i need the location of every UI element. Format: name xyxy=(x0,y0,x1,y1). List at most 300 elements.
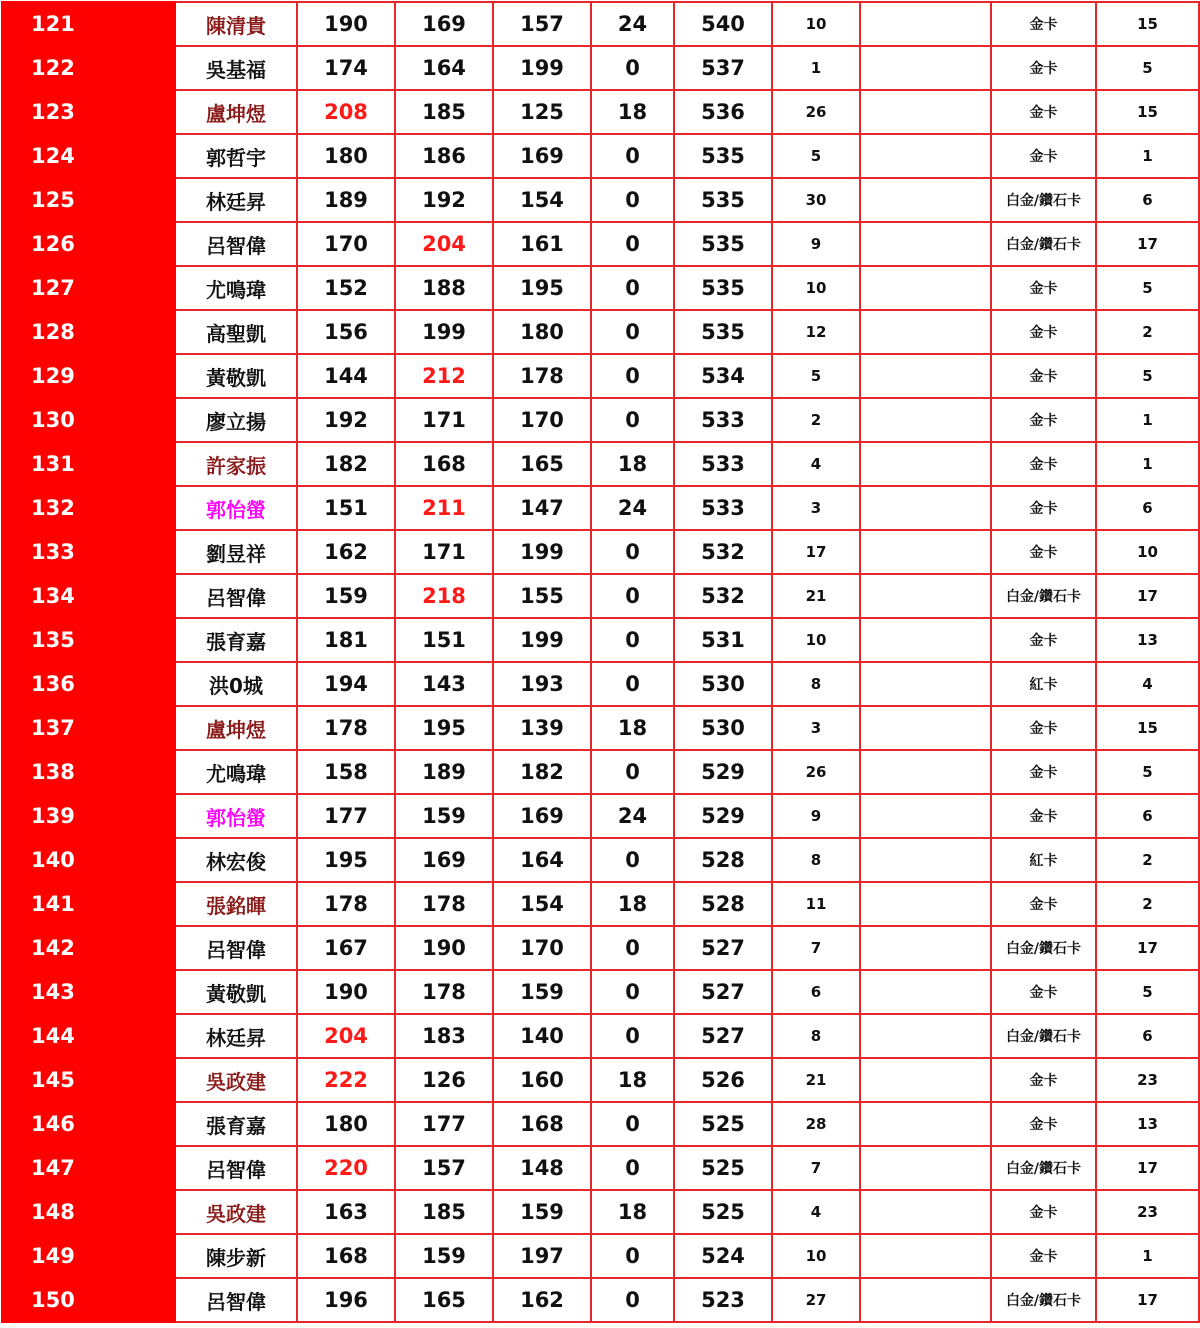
note-cell xyxy=(860,662,991,706)
rank-cell: 146 xyxy=(2,1102,175,1146)
total-score: 533 xyxy=(674,398,772,442)
handicap: 0 xyxy=(591,750,674,794)
handicap: 0 xyxy=(591,574,674,618)
player-name: 張育嘉 xyxy=(175,1102,297,1146)
total-score: 535 xyxy=(674,134,772,178)
handicap: 0 xyxy=(591,178,674,222)
game-3-score: 159 xyxy=(493,1190,591,1234)
note-cell xyxy=(860,750,991,794)
table-row xyxy=(2,442,1199,486)
total-score: 530 xyxy=(674,662,772,706)
handicap: 0 xyxy=(591,398,674,442)
table-row xyxy=(2,1190,1199,1234)
count-cell: 10 xyxy=(772,1234,860,1278)
game-3-score: 139 xyxy=(493,706,591,750)
note-cell xyxy=(860,90,991,134)
note-cell xyxy=(860,1014,991,1058)
player-name: 洪0城 xyxy=(175,662,297,706)
card-count: 10 xyxy=(1096,530,1199,574)
player-name: 尤鳴瑋 xyxy=(175,266,297,310)
player-name: 吳政建 xyxy=(175,1058,297,1102)
game-2-score: 151 xyxy=(395,618,493,662)
table-row xyxy=(2,882,1199,926)
table-row xyxy=(2,618,1199,662)
total-score: 527 xyxy=(674,970,772,1014)
game-1-score: 151 xyxy=(297,486,395,530)
card-count: 17 xyxy=(1096,926,1199,970)
game-1-score: 190 xyxy=(297,970,395,1014)
game-3-score: 148 xyxy=(493,1146,591,1190)
handicap: 0 xyxy=(591,530,674,574)
game-2-score: 171 xyxy=(395,398,493,442)
note-cell xyxy=(860,926,991,970)
card-count: 5 xyxy=(1096,750,1199,794)
rank-cell: 126 xyxy=(2,222,175,266)
handicap: 0 xyxy=(591,662,674,706)
card-type: 白金/鑽石卡 xyxy=(991,926,1096,970)
rank-cell: 142 xyxy=(2,926,175,970)
total-score: 528 xyxy=(674,838,772,882)
card-count: 2 xyxy=(1096,882,1199,926)
note-cell xyxy=(860,354,991,398)
game-2-score: 171 xyxy=(395,530,493,574)
note-cell xyxy=(860,1190,991,1234)
handicap: 0 xyxy=(591,266,674,310)
note-cell xyxy=(860,398,991,442)
game-1-score: 152 xyxy=(297,266,395,310)
rank-cell: 144 xyxy=(2,1014,175,1058)
handicap: 18 xyxy=(591,90,674,134)
player-name: 張銘暉 xyxy=(175,882,297,926)
game-2-score: 178 xyxy=(395,970,493,1014)
total-score: 528 xyxy=(674,882,772,926)
game-1-score: 178 xyxy=(297,882,395,926)
table-row xyxy=(2,1234,1199,1278)
game-2-score: 189 xyxy=(395,750,493,794)
card-type: 金卡 xyxy=(991,266,1096,310)
table-row xyxy=(2,530,1199,574)
table-row xyxy=(2,706,1199,750)
count-cell: 3 xyxy=(772,706,860,750)
total-score: 525 xyxy=(674,1146,772,1190)
game-3-score: 159 xyxy=(493,970,591,1014)
game-3-score: 147 xyxy=(493,486,591,530)
count-cell: 3 xyxy=(772,486,860,530)
count-cell: 8 xyxy=(772,1014,860,1058)
card-count: 1 xyxy=(1096,398,1199,442)
count-cell: 11 xyxy=(772,882,860,926)
note-cell xyxy=(860,1102,991,1146)
player-name: 高聖凱 xyxy=(175,310,297,354)
total-score: 523 xyxy=(674,1278,772,1322)
rank-cell: 121 xyxy=(2,2,175,46)
player-name: 許家振 xyxy=(175,442,297,486)
rank-cell: 127 xyxy=(2,266,175,310)
card-type: 金卡 xyxy=(991,530,1096,574)
card-type: 紅卡 xyxy=(991,662,1096,706)
game-2-score: 195 xyxy=(395,706,493,750)
card-type: 金卡 xyxy=(991,90,1096,134)
game-3-score: 125 xyxy=(493,90,591,134)
player-name: 呂智偉 xyxy=(175,1146,297,1190)
table-row xyxy=(2,1278,1199,1322)
handicap: 18 xyxy=(591,706,674,750)
note-cell xyxy=(860,618,991,662)
card-count: 17 xyxy=(1096,1278,1199,1322)
count-cell: 21 xyxy=(772,1058,860,1102)
rank-cell: 133 xyxy=(2,530,175,574)
handicap: 0 xyxy=(591,46,674,90)
game-3-score: 197 xyxy=(493,1234,591,1278)
game-1-score: 180 xyxy=(297,134,395,178)
total-score: 540 xyxy=(674,2,772,46)
game-1-score: 194 xyxy=(297,662,395,706)
note-cell xyxy=(860,838,991,882)
game-1-score: 192 xyxy=(297,398,395,442)
game-3-score: 169 xyxy=(493,134,591,178)
player-name: 林廷昇 xyxy=(175,1014,297,1058)
game-3-score: 155 xyxy=(493,574,591,618)
card-type: 白金/鑽石卡 xyxy=(991,222,1096,266)
handicap: 0 xyxy=(591,134,674,178)
count-cell: 27 xyxy=(772,1278,860,1322)
handicap: 24 xyxy=(591,794,674,838)
card-count: 23 xyxy=(1096,1190,1199,1234)
table-row xyxy=(2,1058,1199,1102)
rank-cell: 128 xyxy=(2,310,175,354)
player-name: 郭怡螢 xyxy=(175,794,297,838)
card-type: 白金/鑽石卡 xyxy=(991,574,1096,618)
card-count: 2 xyxy=(1096,838,1199,882)
player-name: 劉昱祥 xyxy=(175,530,297,574)
game-2-score: 211 xyxy=(395,486,493,530)
note-cell xyxy=(860,1234,991,1278)
rank-cell: 136 xyxy=(2,662,175,706)
count-cell: 5 xyxy=(772,134,860,178)
rank-cell: 140 xyxy=(2,838,175,882)
game-3-score: 180 xyxy=(493,310,591,354)
game-2-score: 218 xyxy=(395,574,493,618)
handicap: 0 xyxy=(591,926,674,970)
game-1-score: 178 xyxy=(297,706,395,750)
total-score: 534 xyxy=(674,354,772,398)
note-cell xyxy=(860,970,991,1014)
total-score: 525 xyxy=(674,1102,772,1146)
card-count: 15 xyxy=(1096,706,1199,750)
game-1-score: 204 xyxy=(297,1014,395,1058)
player-name: 吳政建 xyxy=(175,1190,297,1234)
card-type: 金卡 xyxy=(991,750,1096,794)
handicap: 24 xyxy=(591,486,674,530)
handicap: 18 xyxy=(591,1058,674,1102)
count-cell: 30 xyxy=(772,178,860,222)
game-2-score: 185 xyxy=(395,1190,493,1234)
game-3-score: 165 xyxy=(493,442,591,486)
rank-cell: 129 xyxy=(2,354,175,398)
ranking-table xyxy=(1,1,1200,1323)
game-3-score: 168 xyxy=(493,1102,591,1146)
game-1-score: 158 xyxy=(297,750,395,794)
card-type: 金卡 xyxy=(991,354,1096,398)
game-1-score: 195 xyxy=(297,838,395,882)
card-count: 6 xyxy=(1096,486,1199,530)
card-type: 白金/鑽石卡 xyxy=(991,178,1096,222)
game-2-score: 159 xyxy=(395,794,493,838)
note-cell xyxy=(860,794,991,838)
count-cell: 10 xyxy=(772,2,860,46)
count-cell: 8 xyxy=(772,662,860,706)
game-3-score: 154 xyxy=(493,178,591,222)
handicap: 0 xyxy=(591,1234,674,1278)
handicap: 18 xyxy=(591,1190,674,1234)
card-type: 金卡 xyxy=(991,1102,1096,1146)
card-count: 13 xyxy=(1096,618,1199,662)
note-cell xyxy=(860,1146,991,1190)
table-row xyxy=(2,486,1199,530)
rank-cell: 145 xyxy=(2,1058,175,1102)
count-cell: 4 xyxy=(772,1190,860,1234)
card-type: 金卡 xyxy=(991,1190,1096,1234)
card-type: 金卡 xyxy=(991,398,1096,442)
player-name: 廖立揚 xyxy=(175,398,297,442)
card-count: 13 xyxy=(1096,1102,1199,1146)
player-name: 林宏俊 xyxy=(175,838,297,882)
game-1-score: 159 xyxy=(297,574,395,618)
game-1-score: 162 xyxy=(297,530,395,574)
player-name: 呂智偉 xyxy=(175,222,297,266)
card-count: 6 xyxy=(1096,1014,1199,1058)
total-score: 527 xyxy=(674,926,772,970)
player-name: 陳步新 xyxy=(175,1234,297,1278)
card-type: 白金/鑽石卡 xyxy=(991,1146,1096,1190)
handicap: 0 xyxy=(591,1014,674,1058)
game-2-score: 143 xyxy=(395,662,493,706)
table-row xyxy=(2,2,1199,46)
rank-cell: 139 xyxy=(2,794,175,838)
total-score: 536 xyxy=(674,90,772,134)
table-row xyxy=(2,1102,1199,1146)
card-type: 金卡 xyxy=(991,486,1096,530)
game-2-score: 186 xyxy=(395,134,493,178)
total-score: 535 xyxy=(674,178,772,222)
handicap: 24 xyxy=(591,2,674,46)
rank-cell: 150 xyxy=(2,1278,175,1322)
table-row xyxy=(2,838,1199,882)
note-cell xyxy=(860,310,991,354)
card-count: 5 xyxy=(1096,46,1199,90)
player-name: 陳清貴 xyxy=(175,2,297,46)
table-row xyxy=(2,398,1199,442)
game-1-score: 174 xyxy=(297,46,395,90)
card-count: 17 xyxy=(1096,222,1199,266)
card-type: 金卡 xyxy=(991,794,1096,838)
card-count: 15 xyxy=(1096,90,1199,134)
table-row xyxy=(2,1014,1199,1058)
game-3-score: 199 xyxy=(493,618,591,662)
game-1-score: 220 xyxy=(297,1146,395,1190)
total-score: 530 xyxy=(674,706,772,750)
card-type: 金卡 xyxy=(991,706,1096,750)
note-cell xyxy=(860,442,991,486)
rank-cell: 141 xyxy=(2,882,175,926)
player-name: 黃敬凱 xyxy=(175,354,297,398)
game-2-score: 177 xyxy=(395,1102,493,1146)
game-2-score: 199 xyxy=(395,310,493,354)
game-1-score: 168 xyxy=(297,1234,395,1278)
total-score: 526 xyxy=(674,1058,772,1102)
table-row xyxy=(2,750,1199,794)
count-cell: 21 xyxy=(772,574,860,618)
game-2-score: 168 xyxy=(395,442,493,486)
game-3-score: 164 xyxy=(493,838,591,882)
table-row xyxy=(2,794,1199,838)
game-2-score: 159 xyxy=(395,1234,493,1278)
game-1-score: 170 xyxy=(297,222,395,266)
game-3-score: 162 xyxy=(493,1278,591,1322)
handicap: 0 xyxy=(591,310,674,354)
card-type: 金卡 xyxy=(991,2,1096,46)
rank-cell: 131 xyxy=(2,442,175,486)
player-name: 呂智偉 xyxy=(175,1278,297,1322)
rank-cell: 132 xyxy=(2,486,175,530)
count-cell: 10 xyxy=(772,266,860,310)
game-3-score: 182 xyxy=(493,750,591,794)
note-cell xyxy=(860,530,991,574)
game-2-score: 164 xyxy=(395,46,493,90)
count-cell: 1 xyxy=(772,46,860,90)
rank-cell: 130 xyxy=(2,398,175,442)
card-type: 紅卡 xyxy=(991,838,1096,882)
total-score: 535 xyxy=(674,222,772,266)
player-name: 盧坤煜 xyxy=(175,90,297,134)
rank-cell: 125 xyxy=(2,178,175,222)
game-1-score: 181 xyxy=(297,618,395,662)
rank-cell: 134 xyxy=(2,574,175,618)
game-3-score: 140 xyxy=(493,1014,591,1058)
note-cell xyxy=(860,178,991,222)
card-count: 2 xyxy=(1096,310,1199,354)
game-3-score: 170 xyxy=(493,926,591,970)
player-name: 呂智偉 xyxy=(175,926,297,970)
player-name: 林廷昇 xyxy=(175,178,297,222)
card-count: 15 xyxy=(1096,2,1199,46)
card-count: 1 xyxy=(1096,1234,1199,1278)
handicap: 18 xyxy=(591,442,674,486)
note-cell xyxy=(860,486,991,530)
total-score: 533 xyxy=(674,442,772,486)
count-cell: 8 xyxy=(772,838,860,882)
game-2-score: 169 xyxy=(395,2,493,46)
rank-cell: 147 xyxy=(2,1146,175,1190)
game-1-score: 208 xyxy=(297,90,395,134)
count-cell: 12 xyxy=(772,310,860,354)
total-score: 531 xyxy=(674,618,772,662)
note-cell xyxy=(860,266,991,310)
count-cell: 9 xyxy=(772,794,860,838)
game-1-score: 156 xyxy=(297,310,395,354)
total-score: 535 xyxy=(674,310,772,354)
game-1-score: 190 xyxy=(297,2,395,46)
card-count: 5 xyxy=(1096,266,1199,310)
handicap: 18 xyxy=(591,882,674,926)
game-3-score: 178 xyxy=(493,354,591,398)
note-cell xyxy=(860,1278,991,1322)
player-name: 盧坤煜 xyxy=(175,706,297,750)
table-row xyxy=(2,46,1199,90)
ranking-table-body xyxy=(2,2,1199,1322)
game-2-score: 212 xyxy=(395,354,493,398)
game-3-score: 199 xyxy=(493,530,591,574)
count-cell: 17 xyxy=(772,530,860,574)
count-cell: 7 xyxy=(772,926,860,970)
game-2-score: 178 xyxy=(395,882,493,926)
table-row xyxy=(2,90,1199,134)
card-type: 金卡 xyxy=(991,970,1096,1014)
card-type: 金卡 xyxy=(991,310,1096,354)
game-3-score: 170 xyxy=(493,398,591,442)
game-2-score: 192 xyxy=(395,178,493,222)
note-cell xyxy=(860,574,991,618)
count-cell: 5 xyxy=(772,354,860,398)
card-count: 4 xyxy=(1096,662,1199,706)
card-type: 金卡 xyxy=(991,618,1096,662)
count-cell: 28 xyxy=(772,1102,860,1146)
game-2-score: 190 xyxy=(395,926,493,970)
player-name: 郭怡螢 xyxy=(175,486,297,530)
total-score: 537 xyxy=(674,46,772,90)
total-score: 532 xyxy=(674,530,772,574)
game-2-score: 188 xyxy=(395,266,493,310)
game-1-score: 189 xyxy=(297,178,395,222)
table-row xyxy=(2,266,1199,310)
note-cell xyxy=(860,882,991,926)
game-3-score: 199 xyxy=(493,46,591,90)
game-1-score: 144 xyxy=(297,354,395,398)
handicap: 0 xyxy=(591,1278,674,1322)
rank-cell: 143 xyxy=(2,970,175,1014)
game-1-score: 182 xyxy=(297,442,395,486)
game-3-score: 154 xyxy=(493,882,591,926)
total-score: 533 xyxy=(674,486,772,530)
handicap: 0 xyxy=(591,354,674,398)
game-3-score: 161 xyxy=(493,222,591,266)
game-1-score: 167 xyxy=(297,926,395,970)
card-count: 5 xyxy=(1096,354,1199,398)
card-count: 6 xyxy=(1096,794,1199,838)
player-name: 張育嘉 xyxy=(175,618,297,662)
card-type: 白金/鑽石卡 xyxy=(991,1278,1096,1322)
card-type: 金卡 xyxy=(991,1058,1096,1102)
count-cell: 10 xyxy=(772,618,860,662)
table-row xyxy=(2,574,1199,618)
game-2-score: 169 xyxy=(395,838,493,882)
card-count: 17 xyxy=(1096,1146,1199,1190)
note-cell xyxy=(860,46,991,90)
game-2-score: 126 xyxy=(395,1058,493,1102)
game-3-score: 157 xyxy=(493,2,591,46)
card-type: 金卡 xyxy=(991,46,1096,90)
count-cell: 26 xyxy=(772,90,860,134)
note-cell xyxy=(860,706,991,750)
note-cell xyxy=(860,2,991,46)
handicap: 0 xyxy=(591,838,674,882)
table-row xyxy=(2,134,1199,178)
note-cell xyxy=(860,1058,991,1102)
table-row xyxy=(2,310,1199,354)
rank-cell: 123 xyxy=(2,90,175,134)
game-1-score: 177 xyxy=(297,794,395,838)
card-count: 5 xyxy=(1096,970,1199,1014)
